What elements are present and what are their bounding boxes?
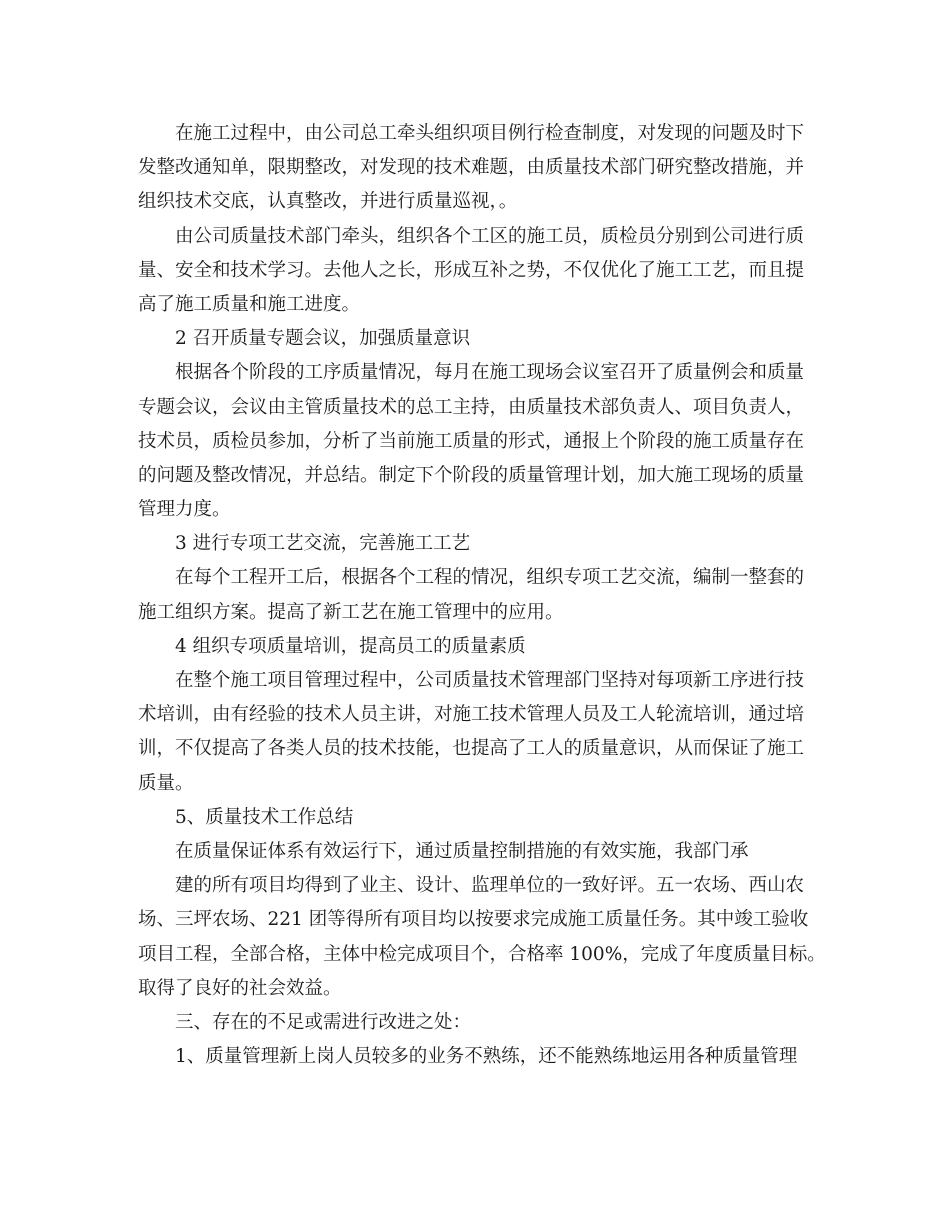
- section-heading: 4 组织专项质量培训，提高员工的质量素质: [175, 635, 526, 657]
- section-heading: 5、质量技术工作总结: [175, 806, 354, 828]
- paragraph-line: 取得了良好的社会效益。: [138, 977, 342, 999]
- paragraph-line: 在整个施工项目管理过程中，公司质量技术管理部门坚持对每项新工序进行技: [175, 670, 805, 691]
- paragraph-line: 1、质量管理新上岗人员较多的业务不熟练，还不能熟练地运用各种质量管理: [175, 1046, 798, 1068]
- section-heading: 2 召开质量专题会议，加强质量意识: [175, 328, 471, 350]
- paragraph-line: 根据各个阶段的工序质量情况，每月在施工现场会议室召开了质量例会和质量: [175, 362, 805, 384]
- paragraph-line: 术培训，由有经验的技术人员主讲，对施工技术管理人员及工人轮流培训，通过培: [138, 704, 805, 726]
- document-body: [138, 117, 826, 1074]
- paragraph-line: 组织技术交底，认真整改，并进行质量巡视，。: [138, 191, 518, 213]
- paragraph-line: 技术员，质检员参加，分析了当前施工质量的形式，通报上个阶段的施工质量存在: [138, 430, 805, 452]
- paragraph-line: 量、安全和技术学习。去他人之长，形成互补之势，不仅优化了施工工艺，而且提: [138, 259, 805, 281]
- section-heading: 3 进行专项工艺交流，完善施工工艺: [175, 533, 471, 555]
- paragraph-line: 施工组织方案。提高了新工艺在施工管理中的应用。: [138, 601, 564, 623]
- paragraph-line: 场、三坪农场、221 团等得所有项目均以按要求完成施工质量任务。其中竣工验收: [138, 909, 809, 931]
- paragraph-line: 在质量保证体系有效运行下，通过质量控制措施的有效实施，我部门承: [175, 840, 749, 862]
- paragraph-line: 由公司质量技术部门牵头，组织各个工区的施工员，质检员分别到公司进行质: [175, 225, 805, 247]
- paragraph-line: 项目工程，全部合格，主体中检完成项目个，合格率 100%，完成了年度质量目标。: [138, 943, 826, 965]
- paragraph-line: 训，不仅提高了各类人员的技术技能，也提高了工人的质量意识，从而保证了施工: [138, 738, 805, 760]
- paragraph-line: 发整改通知单，限期整改，对发现的技术难题，由质量技术部门研究整改措施，并: [138, 157, 805, 179]
- paragraph-line: 专题会议，会议由主管质量技术的总工主持，由质量技术部负责人、项目负责人，: [138, 396, 805, 418]
- paragraph-line: 在施工过程中，由公司总工牵头组织项目例行检查制度，对发现的问题及时下: [175, 123, 805, 144]
- paragraph-line: 管理力度。: [138, 499, 231, 521]
- paragraph-line: 的问题及整改情况，并总结。制定下个阶段的质量管理计划，加大施工现场的质量: [138, 464, 805, 486]
- paragraph-line: 建的所有项目均得到了业主、设计、监理单位的一致好评。五一农场、西山农: [175, 875, 805, 897]
- paragraph-line: 高了施工质量和施工进度。: [138, 293, 361, 315]
- paragraph-line: 在每个工程开工后，根据各个工程的情况，组织专项工艺交流，编制一整套的: [175, 567, 805, 589]
- section-heading: 三、存在的不足或需进行改进之处：: [175, 1011, 472, 1033]
- paragraph-line: 质量。: [138, 772, 194, 794]
